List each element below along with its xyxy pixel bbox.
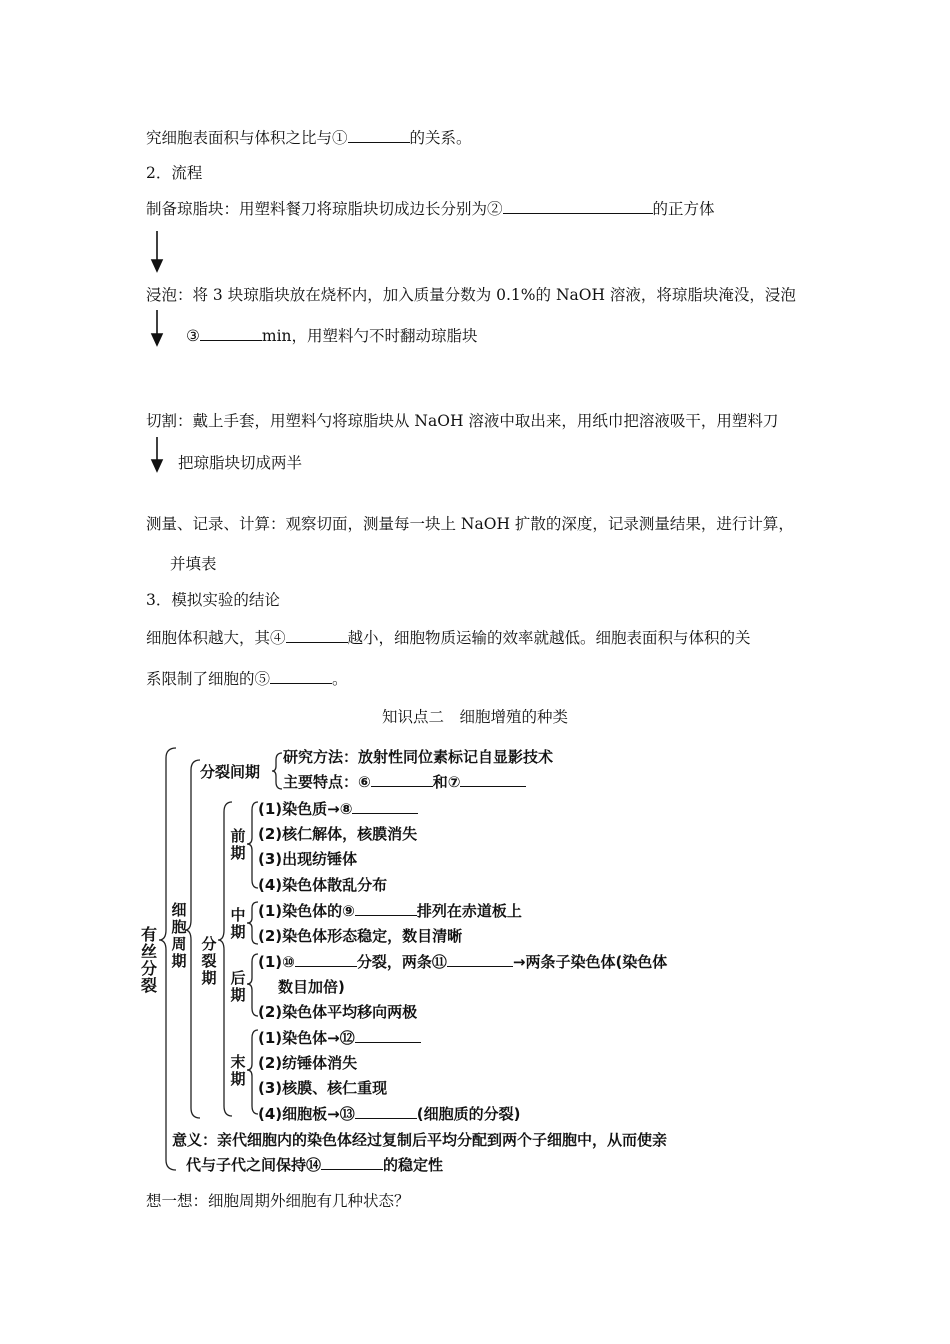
blank-11 [447, 952, 513, 967]
interphase-feature-text: 主要特点：⑥ [283, 773, 371, 791]
conclusion-line-1-text: 细胞体积越大，其④ [146, 629, 286, 647]
anaphase-2: (2)染色体平均移向两极 [258, 1003, 418, 1021]
prophase-1 [258, 799, 418, 819]
flow-step-cut: 切割：戴上手套，用塑料勺将琼脂块从 NaOH 溶液中取出来，用纸巾把溶液吸干，用塑料刀 [146, 412, 779, 430]
prophase-2: (2)核仁解体，核膜消失 [258, 825, 418, 843]
anaphase-1-mid: 分裂，两条⑪ [356, 953, 447, 971]
meaning-2-tail: 的稳定性 [383, 1156, 444, 1174]
label-prophase: 前期 [230, 827, 246, 862]
metaphase-2: (2)染色体形态稳定，数目清晰 [258, 927, 463, 945]
telophase-4-tail: (细胞质的分裂) [416, 1105, 521, 1123]
metaphase-1-text: (1)染色体的⑨ [258, 902, 355, 920]
anaphase-1-cont: 数目加倍) [278, 978, 345, 996]
flow-step-prepare-tail: 的正方体 [652, 200, 715, 218]
meaning-1: 意义：亲代细胞内的染色体经过复制后平均分配到两个子细胞中，从而使亲 [172, 1131, 668, 1149]
interphase-feature [283, 772, 526, 792]
label-interphase: 分裂间期 [200, 763, 261, 781]
label-cell-cycle: 细胞周期 [171, 901, 187, 970]
anaphase-1 [258, 952, 667, 972]
brace-anaphase [247, 954, 258, 1016]
meaning-2 [186, 1155, 443, 1175]
conclusion-line-1-tail: 越小，细胞物质运输的效率就越低。细胞表面积与体积的关 [347, 629, 751, 647]
telophase-1-text: (1)染色体→⑫ [258, 1029, 355, 1047]
blank-10 [295, 952, 357, 967]
label-mitosis: 有丝分裂 [140, 925, 157, 995]
blank-12 [355, 1028, 421, 1043]
flow-arrow-3 [152, 437, 162, 471]
anaphase-1-text: (1)⑩ [258, 953, 295, 971]
brace-prophase [247, 802, 258, 888]
flow-step-measure-2: 并填表 [170, 555, 217, 573]
circle-3: ③ [186, 327, 200, 345]
interphase-method: 研究方法：放射性同位素标记自显影技术 [283, 748, 554, 766]
prophase-4: (4)染色体散乱分布 [258, 876, 388, 894]
brace-telophase [247, 1030, 258, 1114]
flow-step-soak: 浸泡：将 3 块琼脂块放在烧杯内，加入质量分数为 0.1%的 NaOH 溶液，将琼脂块淹没，浸泡 [146, 286, 796, 304]
prophase-3: (3)出现纺锤体 [258, 850, 358, 868]
conclusion-line-2-text: 系限制了细胞的⑤ [146, 670, 271, 688]
telophase-4-text: (4)细胞板→⑬ [258, 1105, 355, 1123]
anaphase-1-tail: →两条子染色体(染色体 [512, 953, 668, 971]
blank-7 [460, 772, 526, 787]
telophase-4 [258, 1104, 520, 1124]
section-title: 知识点二 细胞增殖的种类 [381, 708, 568, 726]
blank-8 [352, 799, 418, 814]
flow-line-1-text: 究细胞表面积与体积之比与① [146, 129, 348, 147]
label-anaphase: 后期 [230, 969, 246, 1004]
brace-metaphase [247, 902, 258, 944]
blank-13 [355, 1104, 417, 1119]
label-division-phase: 分裂期 [201, 935, 217, 987]
metaphase-1 [258, 901, 522, 921]
telophase-3: (3)核膜、核仁重现 [258, 1079, 388, 1097]
flow-arrow-2 [152, 310, 162, 345]
flow-arrow-1 [152, 231, 162, 271]
flow-line-1-tail: 的关系。 [409, 129, 472, 147]
telophase-2: (2)纺锤体消失 [258, 1054, 358, 1072]
label-metaphase: 中期 [230, 906, 246, 941]
conclusion-line-2-tail: 。 [332, 670, 348, 688]
flow-step-soak-tail: min，用塑料勺不时翻动琼脂块 [261, 327, 478, 345]
blank-14 [321, 1155, 383, 1170]
flow-step-cut-2: 把琼脂块切成两半 [178, 454, 303, 472]
metaphase-1-tail: 排列在赤道板上 [416, 902, 522, 920]
heading-conclusion: 3．模拟实验的结论 [146, 591, 280, 609]
telophase-1 [258, 1028, 421, 1048]
interphase-feature-mid: 和⑦ [432, 773, 461, 791]
prophase-1-text: (1)染色质→⑧ [258, 800, 353, 818]
flow-step-prepare-text: 制备琼脂块：用塑料餐刀将琼脂块切成边长分别为② [146, 200, 503, 218]
flow-step-measure: 测量、记录、计算：观察切面，测量每一块上 NaOH 扩散的深度，记录测量结果，进行计算， [146, 515, 794, 533]
brace-interphase [272, 753, 282, 789]
meaning-2-text: 代与子代之间保持⑭ [186, 1156, 322, 1174]
blank-9 [355, 901, 417, 916]
think-question: 想一想：细胞周期外细胞有几种状态？ [146, 1192, 410, 1210]
label-telophase: 末期 [230, 1053, 246, 1088]
heading-flow: 2．流程 [146, 164, 203, 182]
blank-6 [371, 772, 433, 787]
